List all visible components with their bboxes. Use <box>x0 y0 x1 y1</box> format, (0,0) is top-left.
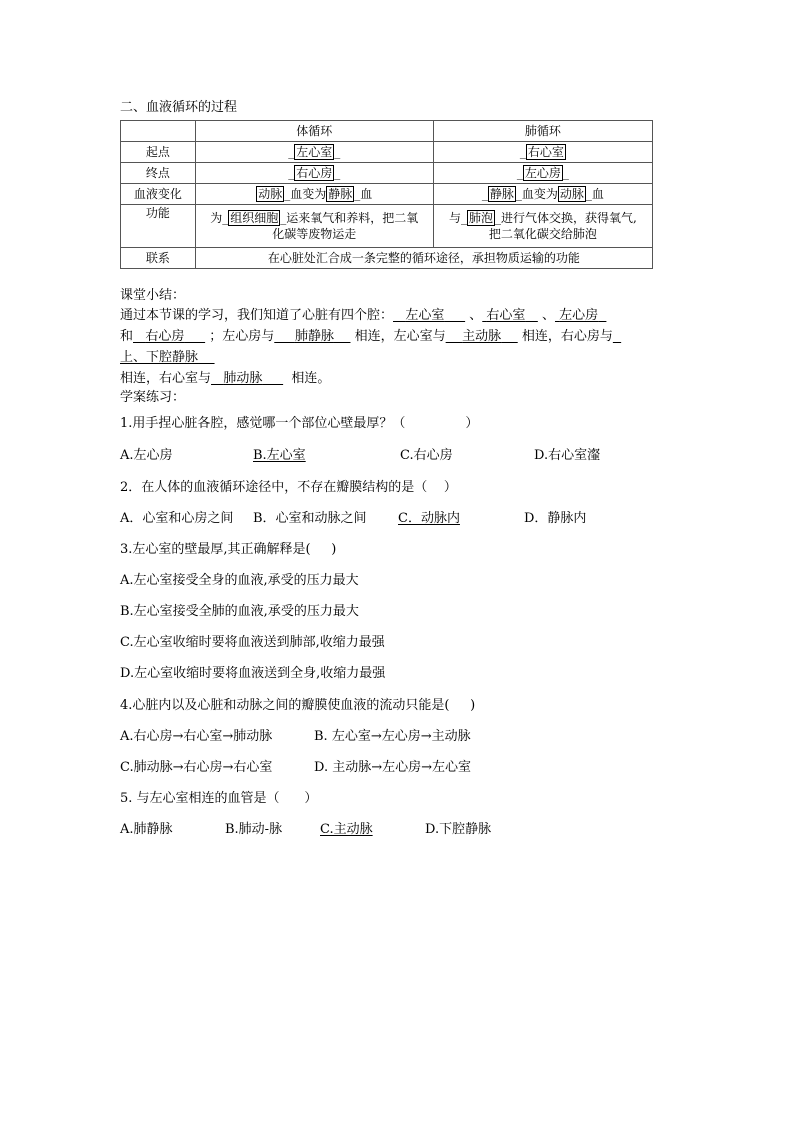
row-label-start: 起点 <box>121 142 196 163</box>
row-label-link: 联系 <box>121 248 196 269</box>
answer-pulmonary-from: 静脉 <box>489 187 514 201</box>
summary-line-4: 相连，右心室与 肺动脉 相连。 <box>120 371 331 386</box>
answer-systemic-from: 动脉 <box>258 187 283 201</box>
question-2-option-a: A．心室和心房之间 <box>120 511 234 526</box>
question-1-option-a: A.左心房 <box>120 448 173 463</box>
blank-chamber-4: 右心房 <box>145 329 185 344</box>
blank-chamber-1: 左心室 <box>405 308 445 323</box>
answer-pulmonary-target: 肺泡 <box>468 211 493 225</box>
question-4-option-c: C.肺动脉→右心房→右心室 <box>120 760 273 775</box>
summary-title: 课堂小结： <box>120 288 186 303</box>
table-header-row <box>121 121 653 142</box>
blank-vessel-2: 主动脉 <box>462 329 502 344</box>
question-4-stem: 4.心脏内以及心脏和动脉之间的瓣膜使血液的流动只能是( ) <box>120 698 476 713</box>
link-text: 在心脏处汇合成一条完整的循环途径，承担物质运输的功能 <box>195 248 652 269</box>
summary-line-1: 通过本节课的学习，我们知道了心脏有四个腔： 左心室 、 右心室 、 左心房 <box>120 308 599 323</box>
question-5-option-c: C.主动脉 <box>320 822 373 837</box>
question-5-option-d: D.下腔静脉 <box>425 822 492 837</box>
blank-chamber-2: 右心室 <box>486 308 526 323</box>
question-3-option-b: B.左心室接受全肺的血液,承受的压力最大 <box>120 604 359 619</box>
question-2-option-c: C．动脉内 <box>398 511 460 526</box>
question-1-option-b: B.左心室 <box>253 448 306 463</box>
summary-line-3 <box>120 350 215 366</box>
question-3-stem: 3.左心室的壁最厚,其正确解释是( ) <box>120 542 337 557</box>
table-row-link <box>121 248 653 269</box>
row-label-blood-change: 血液变化 <box>121 184 196 205</box>
question-4-option-b: B. 左心室→左心房→主动脉 <box>314 729 471 744</box>
question-2-option-b: B．心室和动脉之间 <box>253 511 367 526</box>
blank-vessel-1: 肺静脉 <box>294 329 334 344</box>
question-1-option-c: C.右心房 <box>400 448 453 463</box>
table-row-blood-change: 血液变化 动脉 _血变为 静脉 _血 _ 静脉 _血变为 动脉 _血 <box>121 184 653 205</box>
table-row-start: 起点 _ 左心室 _ _ 右心室 <box>121 142 653 163</box>
answer-systemic-to: 静脉 <box>328 187 353 201</box>
table-header-pulmonary: 肺循环 <box>433 121 652 142</box>
question-4-option-a: A.右心房→右心室→肺动脉 <box>120 729 273 744</box>
section-title: 二、血液循环的过程 <box>120 100 238 115</box>
answer-systemic-start: 左心室 <box>296 145 333 159</box>
blank-vessel-4: 肺动脉 <box>223 371 263 386</box>
question-5-stem: 5. 与左心室相连的血管是（ ） <box>120 791 318 806</box>
circulation-table <box>120 120 653 269</box>
question-4-option-d: D. 主动脉→左心房→左心室 <box>314 760 472 775</box>
practice-title: 学案练习： <box>120 390 186 405</box>
blank-chamber-3: 左心房 <box>559 308 599 323</box>
answer-pulmonary-to: 动脉 <box>559 187 584 201</box>
question-2-stem: 2．在人体的血液循环途径中，不存在瓣膜结构的是（ ） <box>120 480 457 495</box>
question-1-stem: 1.用手捏心脏各腔，感觉哪一个部位心壁最厚？（ ） <box>120 416 479 431</box>
table-row-end: 终点 _ 右心房 _ _ 左心房 _ <box>121 163 653 184</box>
question-1-option-d: D.右心室瀣 <box>534 448 601 463</box>
answer-pulmonary-start: 右心室 <box>527 145 564 159</box>
question-3-option-c: C.左心室收缩时要将血液送到肺部,收缩力最强 <box>120 635 385 650</box>
question-3-option-d: D.左心室收缩时要将血液送到全身,收缩力最强 <box>120 666 386 681</box>
question-5-option-b: B.肺动-脉 <box>225 822 283 837</box>
summary-line-2: 和 右心房 ；左心房与 肺静脉 相连，左心室与 主动脉 相连，右心房与 <box>120 329 613 344</box>
table-row-function: 功能 为_ 组织细胞 _运来氧气和养料，把二氧 化碳等废物运走 与_ 肺泡 _进行气体交换，获得氧气, 把二氧化碳交给肺泡 <box>121 205 653 248</box>
question-5-option-a: A.肺静脉 <box>120 822 173 837</box>
blank-vessel-3: 上、下腔静脉 <box>120 350 199 365</box>
table-header-systemic: 体循环 <box>195 121 433 142</box>
table-header-empty <box>121 121 196 142</box>
row-label-end: 终点 <box>121 163 196 184</box>
answer-pulmonary-end: 左心房 <box>524 166 561 180</box>
row-label-function: 功能 <box>121 205 196 248</box>
question-3-option-a: A.左心室接受全身的血液,承受的压力最大 <box>120 573 359 588</box>
answer-systemic-target: 组织细胞 <box>230 211 279 225</box>
answer-systemic-end: 右心房 <box>296 166 333 180</box>
question-2-option-d: D．静脉内 <box>524 511 587 526</box>
